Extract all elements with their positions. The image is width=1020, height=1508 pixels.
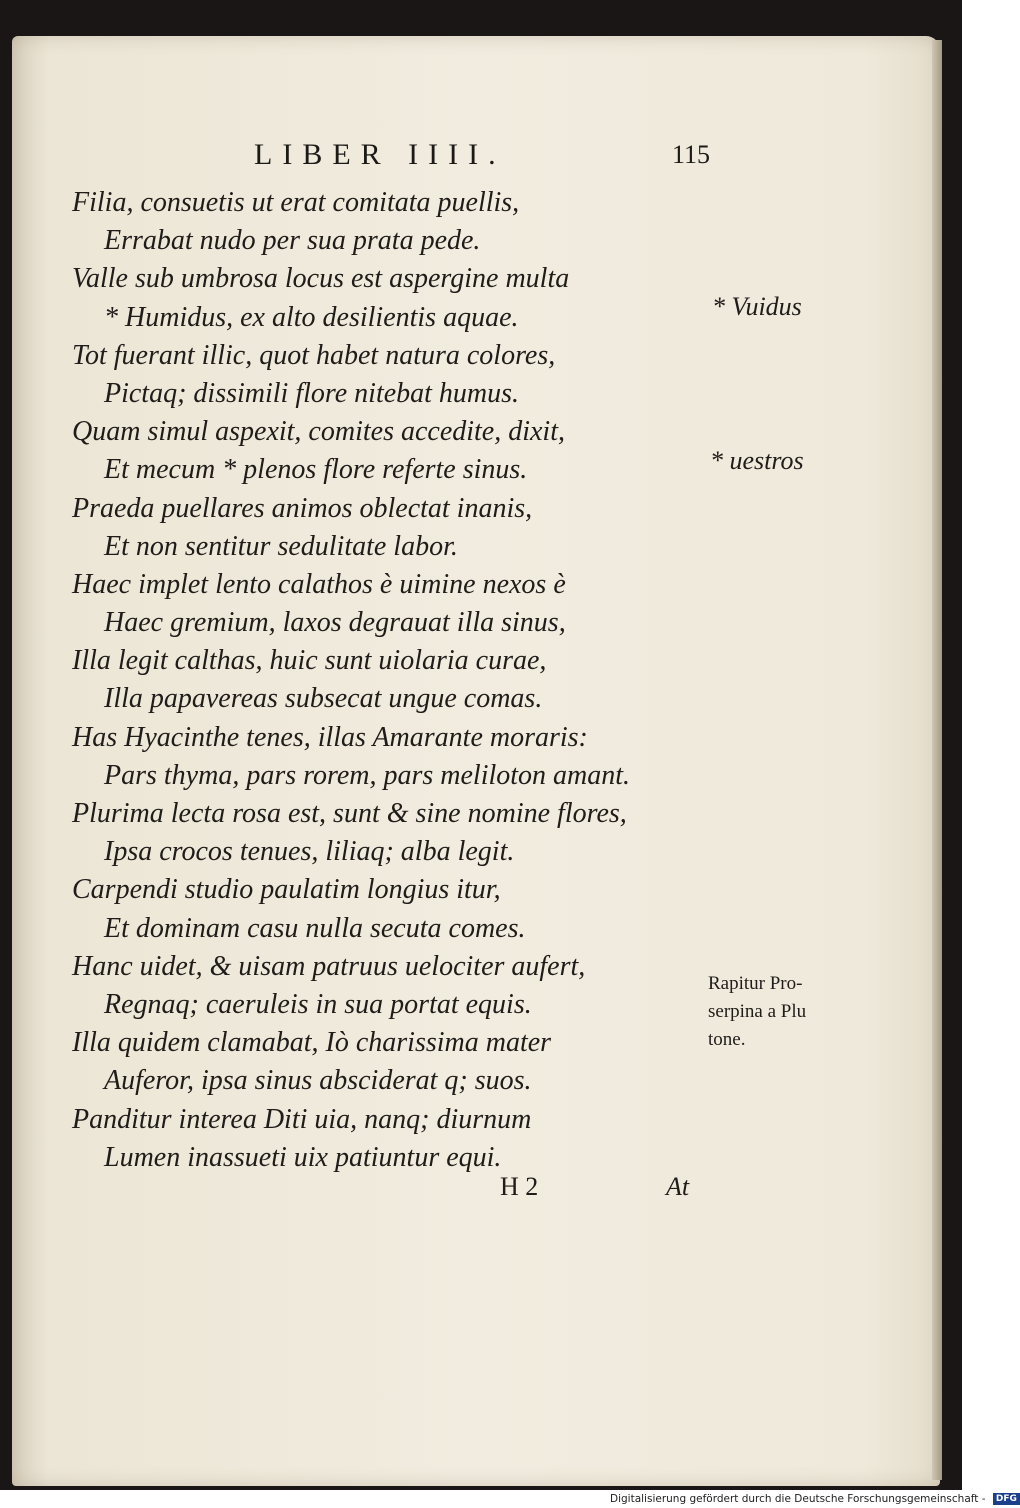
verse-line: Haec gremium, laxos degrauat illa sinus,	[104, 607, 566, 639]
marginal-note-gloss	[708, 970, 806, 1054]
verse-line: Pictaq; dissimili flore nitebat humus.	[104, 377, 520, 409]
verse-line: Plurima lecta rosa est, sunt & sine nomine flores,	[72, 798, 627, 829]
gloss-line: serpina a Plu	[708, 1001, 807, 1022]
verse-line: Valle sub umbrosa locus est aspergine multa	[72, 263, 570, 295]
verse-line: Ipsa crocos tenues, liliaq; alba legit.	[104, 836, 515, 868]
page-edge	[932, 40, 942, 1480]
verse-line: Carpendi studio paulatim longius itur,	[72, 874, 501, 906]
verse-line: Filia, consuetis ut erat comitata puellis,	[72, 187, 520, 218]
verse-line: Pars thyma, pars rorem, pars meliloton amant.	[104, 759, 631, 791]
page-header	[0, 138, 1000, 178]
verse-line: Et non sentitur sedulitate labor.	[104, 530, 458, 562]
verse-line: Et dominam casu nulla secuta comes.	[104, 912, 526, 944]
verse-line: * Humidus, ex alto desilientis aquae.	[104, 301, 519, 333]
verse-line: Illa papavereas subsecat ungue comas.	[104, 683, 543, 715]
marginal-note-variant: * Vuidus	[712, 292, 802, 321]
verse-line: Auferor, ipsa sinus absciderat q; suos.	[104, 1065, 532, 1097]
running-head: LIBER IIII.	[254, 138, 506, 171]
marginal-note-variant: * uestros	[710, 446, 804, 475]
gloss-line: Rapitur Pro-	[708, 973, 803, 994]
verse-line: Has Hyacinthe tenes, illas Amarante moraris:	[72, 721, 588, 753]
verse-line: Haec implet lento calathos è uimine nexos è	[72, 568, 566, 600]
verse-line: Illa quidem clamabat, Iò charissima mater	[72, 1027, 552, 1059]
verse-line: Errabat nudo per sua prata pede.	[104, 225, 481, 257]
verse-line: Regnaq; caeruleis in sua portat equis.	[104, 988, 532, 1020]
verse-line: Illa legit calthas, huic sunt uiolaria curae,	[72, 645, 547, 677]
verse-line: Et mecum * plenos flore referte sinus.	[104, 454, 528, 486]
gloss-line: tone.	[708, 1029, 746, 1050]
gathering-signature: H 2	[500, 1172, 539, 1201]
verse-line: Tot fuerant illic, quot habet natura colores,	[72, 339, 556, 371]
verse-line: Quam simul aspexit, comites accedite, dixit,	[72, 416, 565, 448]
catchword: At	[666, 1172, 690, 1201]
credit-text: Digitalisierung gefördert durch die Deutsche Forschungsgemeinschaft -	[610, 1493, 986, 1505]
verse-line: Lumen inassueti uix patiuntur equi.	[104, 1141, 502, 1173]
verse-line: Panditur interea Diti uia, nanq; diurnum	[72, 1103, 532, 1135]
verse-text	[0, 184, 700, 1177]
verse-line: Praeda puellares animos oblectat inanis,	[72, 492, 533, 524]
verse-line: Hanc uidet, & uisam patruus uelociter aufert,	[72, 950, 586, 982]
digitization-credit	[610, 1490, 1020, 1508]
folio-number: 115	[672, 140, 711, 169]
dfg-logo: DFG	[993, 1493, 1020, 1505]
